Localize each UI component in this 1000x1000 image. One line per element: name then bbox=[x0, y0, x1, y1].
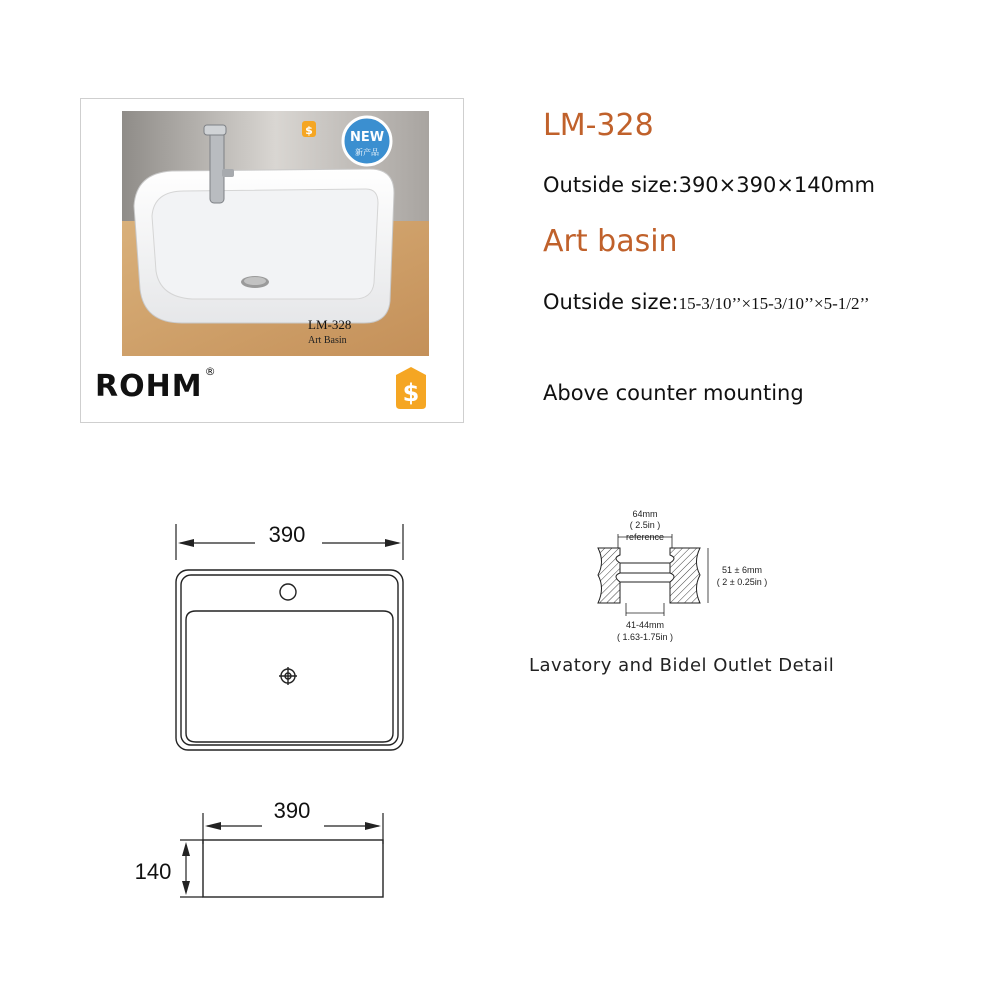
model-title: LM-328 bbox=[543, 108, 654, 143]
outside-size-imperial-value: 15-3/10’’×15-3/10’’×5-1/2’’ bbox=[678, 294, 870, 313]
brand-name: ROHM bbox=[95, 369, 203, 404]
new-badge-cn-text: 新产品 bbox=[355, 148, 379, 157]
photo-model-label: LM-328 bbox=[308, 317, 352, 332]
photo-subtitle-label: Art Basin bbox=[308, 335, 347, 346]
svg-text:$: $ bbox=[402, 379, 420, 407]
product-name: Art basin bbox=[543, 224, 678, 259]
outlet-bottom-dim-in: ( 1.63-1.75in ) bbox=[616, 632, 674, 642]
outlet-right-dim: 51 ± 6mm bbox=[722, 565, 762, 575]
side-width-label: 390 bbox=[273, 798, 311, 823]
outlet-detail-caption: Lavatory and Bidel Outlet Detail bbox=[529, 655, 835, 676]
basin-side-view bbox=[203, 840, 383, 897]
outside-size-metric-value: 390×390×140mm bbox=[678, 173, 875, 197]
top-width-label: 390 bbox=[268, 522, 306, 547]
outlet-bottom-dim: 41-44mm bbox=[625, 620, 665, 630]
registered-mark: ® bbox=[204, 365, 217, 378]
svg-text:$: $ bbox=[305, 124, 313, 137]
side-height-label: 140 bbox=[134, 859, 172, 884]
outlet-detail-diagram bbox=[598, 509, 767, 642]
outlet-top-dim-in: ( 2.5in ) bbox=[629, 520, 661, 530]
outside-size-label: Outside size: bbox=[543, 173, 679, 197]
outlet-reference-label: reference bbox=[625, 532, 665, 542]
outside-size-label-2: Outside size: bbox=[543, 290, 679, 314]
outlet-top-dim: 64mm bbox=[632, 509, 658, 519]
new-badge-text: NEW bbox=[349, 130, 385, 145]
outlet-right-dim-in: ( 2 ± 0.25in ) bbox=[716, 577, 768, 587]
mounting-type: Above counter mounting bbox=[543, 381, 804, 405]
basin-top-view bbox=[176, 570, 403, 750]
